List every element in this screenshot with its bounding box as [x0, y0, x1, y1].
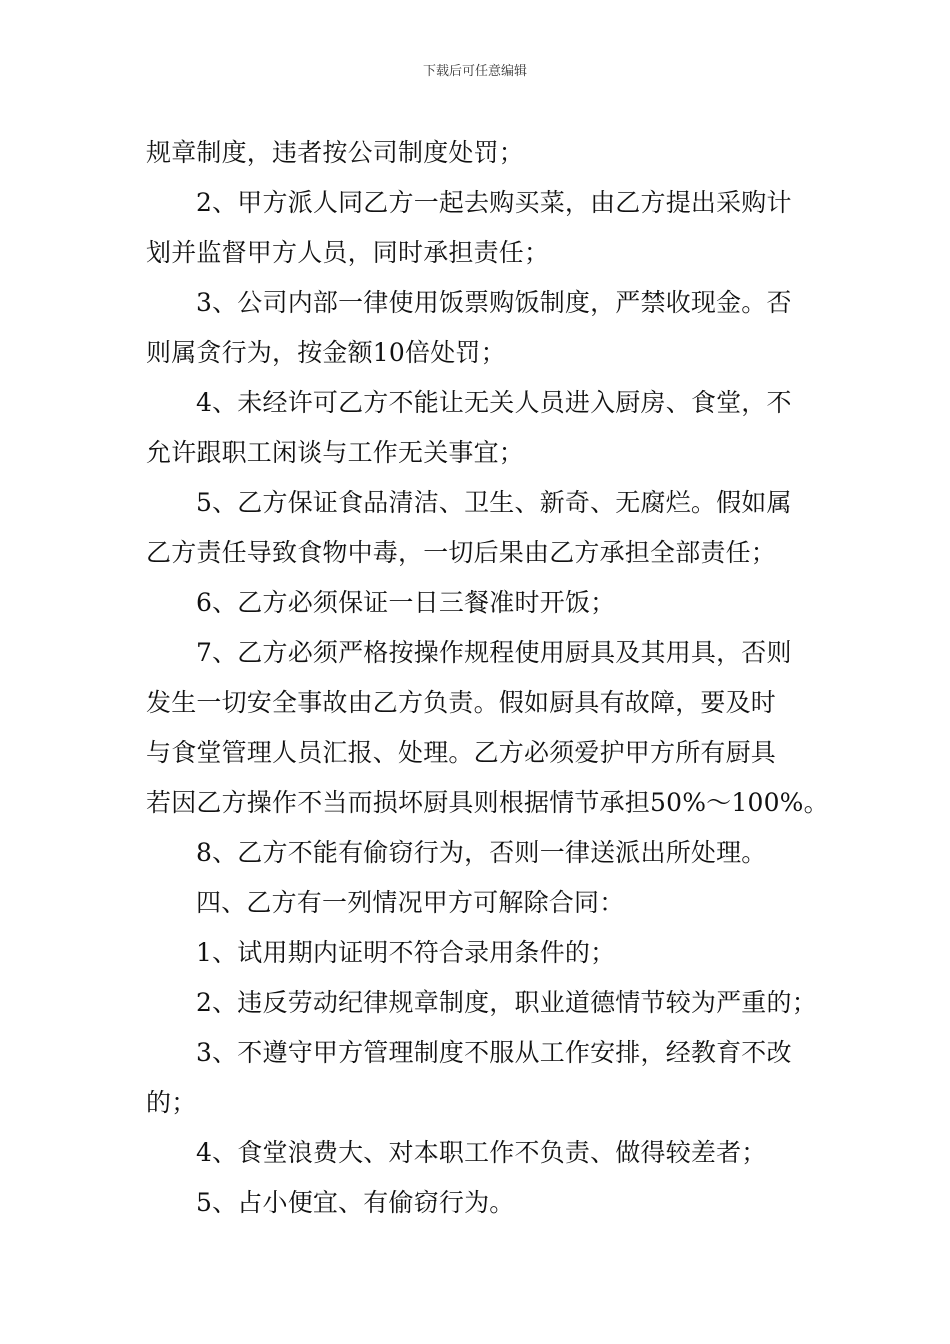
- text-line: 2、违反劳动纪律规章制度，职业道德情节较为严重的；: [196, 988, 817, 1017]
- text-line: 则属贪行为，按金额10倍处罚；: [146, 338, 506, 367]
- text-line: 4、食堂浪费大、对本职工作不负责、做得较差者；: [196, 1138, 767, 1167]
- text-line: 乙方责任导致食物中毒，一切后果由乙方承担全部责任；: [146, 538, 777, 567]
- text-line: 7、乙方必须严格按操作规程使用厨具及其用具，否则: [196, 638, 792, 667]
- text-line: 1、试用期内证明不符合录用条件的；: [196, 938, 616, 967]
- text-line: 若因乙方操作不当而损坏厨具则根据情节承担50%～100%。: [146, 788, 829, 817]
- text-line: 3、不遵守甲方管理制度不服从工作安排，经教育不改: [196, 1038, 792, 1067]
- text-line: 6、乙方必须保证一日三餐准时开饭；: [196, 588, 616, 617]
- text-line: 4、未经许可乙方不能让无关人员进入厨房、食堂，不: [196, 388, 792, 417]
- text-line: 2、甲方派人同乙方一起去购买菜，由乙方提出采购计: [196, 188, 792, 217]
- text-line: 发生一切安全事故由乙方负责。假如厨具有故障，要及时: [146, 688, 777, 717]
- text-line: 四、乙方有一列情况甲方可解除合同：: [196, 888, 625, 917]
- text-line: 的；: [146, 1088, 197, 1117]
- document-body: [146, 128, 829, 1228]
- text-line: 划并监督甲方人员，同时承担责任；: [146, 238, 550, 267]
- text-line: 8、乙方不能有偷窃行为，否则一律送派出所处理。: [196, 838, 767, 867]
- page-header-note: 下载后可任意编辑: [422, 64, 527, 79]
- text-line: 5、乙方保证食品清洁、卫生、新奇、无腐烂。假如属: [196, 488, 792, 517]
- text-line: 允许跟职工闲谈与工作无关事宜；: [146, 438, 525, 467]
- text-line: 5、占小便宜、有偷窃行为。: [196, 1188, 515, 1217]
- text-line: 与食堂管理人员汇报、处理。乙方必须爱护甲方所有厨具: [146, 738, 777, 767]
- text-line: 规章制度，违者按公司制度处罚；: [146, 138, 525, 167]
- text-line: 3、公司内部一律使用饭票购饭制度，严禁收现金。否: [196, 288, 792, 317]
